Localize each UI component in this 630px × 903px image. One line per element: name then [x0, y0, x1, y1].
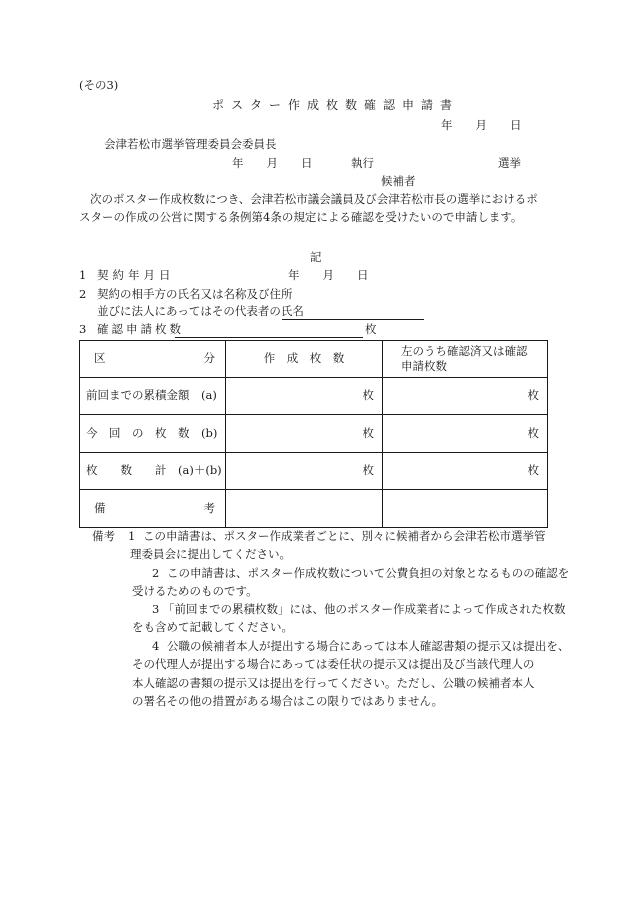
row-unit-confirmed: 枚 — [383, 415, 548, 453]
table-header-row — [80, 341, 548, 378]
item-1-number: 1 — [79, 268, 87, 282]
table-row — [80, 453, 548, 490]
form-number: (その3) — [79, 78, 119, 92]
note-2-line1: この申請書は、ポスター作成枚数について公費負担の対象となるものの確認を — [167, 566, 570, 580]
note-4-line2: その代理人が提出する場合にあっては委任状の提示又は提出及び当該代理人の — [132, 657, 535, 671]
note-4-line1: 公職の候補者本人が提出する場合にあっては本人確認書類の提示又は提出を、 — [167, 639, 570, 653]
row-unit-created: 枚 — [226, 415, 383, 453]
addressee: 会津若松市選挙管理委員会委員長 — [104, 137, 277, 151]
page-title: ポスター作成枚数確認申請書 — [212, 98, 460, 112]
table-row — [80, 415, 548, 453]
row-unit-created: 枚 — [226, 378, 383, 415]
header-category-left: 区 — [94, 351, 106, 366]
count-table — [79, 340, 548, 528]
election-date: 年 月 日 — [232, 156, 313, 170]
intro-text-line1: 次のポスター作成枚数につき、会津若松市議会議員及び会津若松市長の選挙におけるポ — [90, 192, 538, 206]
note-4-number: 4 — [152, 639, 160, 653]
note-3-number: 3 — [152, 602, 160, 616]
note-4-line3: 本人確認の書類の提示又は提出を行ってください。ただし、公職の候補者本人 — [132, 676, 535, 690]
candidate-label: 候補者 — [381, 174, 416, 188]
note-1-line1: この申請書は、ポスター作成業者ごとに、別々に候補者から会津若松市選挙管 — [143, 529, 546, 543]
row-unit-confirmed: 枚 — [383, 378, 548, 415]
note-1-line2: 理委員会に提出してください。 — [130, 547, 291, 561]
note-2-line2: 受けるためのものです。 — [132, 584, 258, 598]
count-underline — [175, 337, 363, 338]
intro-text-line2: スターの作成の公営に関する条例第4条の規定による確認を受けたいので申請します。 — [79, 210, 523, 224]
note-1-number: 1 — [128, 529, 136, 543]
note-2-number: 2 — [152, 566, 160, 580]
submission-date: 年 月 日 — [441, 118, 522, 132]
row-unit-created: 枚 — [226, 453, 383, 490]
item-3-label: 確認申請枚数 — [97, 322, 184, 336]
remarks-cell-confirmed — [383, 490, 548, 528]
row-label: 枚 数 計 (a)＋(b) — [80, 453, 226, 490]
item-2-number: 2 — [79, 287, 87, 301]
note-4-line4: の署名その他の措置がある場合はこの限りではありません。 — [132, 694, 444, 708]
header-confirmed — [383, 341, 548, 378]
remarks-label — [80, 490, 226, 528]
note-3-line2: をも含めて記載してください。 — [132, 620, 293, 634]
table-row — [80, 378, 548, 415]
header-created-text: 作 成 枚 数 — [263, 351, 345, 366]
item-1-label: 契約年月日 — [97, 268, 175, 282]
representative-underline — [282, 319, 424, 320]
remarks-cell-created — [226, 490, 383, 528]
item-2-label: 契約の相手方の氏名又は名称及び住所 — [97, 287, 293, 301]
header-created — [226, 341, 383, 378]
item-2-sublabel: 並びに法人にあってはその代表者の氏名 — [97, 304, 304, 318]
ki-label: 記 — [310, 250, 322, 264]
header-category-right: 分 — [203, 351, 215, 366]
header-category — [80, 341, 226, 378]
header-confirmed-line2: 申請枚数 — [401, 359, 447, 373]
header-confirmed-line1: 左のうち確認済又は確認 — [401, 344, 528, 358]
row-unit-confirmed: 枚 — [383, 453, 548, 490]
notes-label: 備考 — [92, 529, 115, 543]
remarks-right: 考 — [203, 500, 215, 515]
item-3-number: 3 — [79, 322, 87, 336]
row-label: 前回までの累積金額 (a) — [80, 378, 226, 415]
election-label: 選挙 — [498, 156, 521, 170]
item-1-value: 年 月 日 — [288, 268, 369, 282]
row-label: 今 回 の 枚 数 (b) — [80, 415, 226, 453]
note-3-line1: 「前回までの累積枚数」には、他のポスター作成業者によって作成された枚数 — [163, 602, 566, 616]
election-executed: 執行 — [351, 156, 374, 170]
remarks-left: 備 — [94, 500, 106, 515]
item-3-unit: 枚 — [365, 322, 377, 336]
remarks-row — [80, 490, 548, 528]
